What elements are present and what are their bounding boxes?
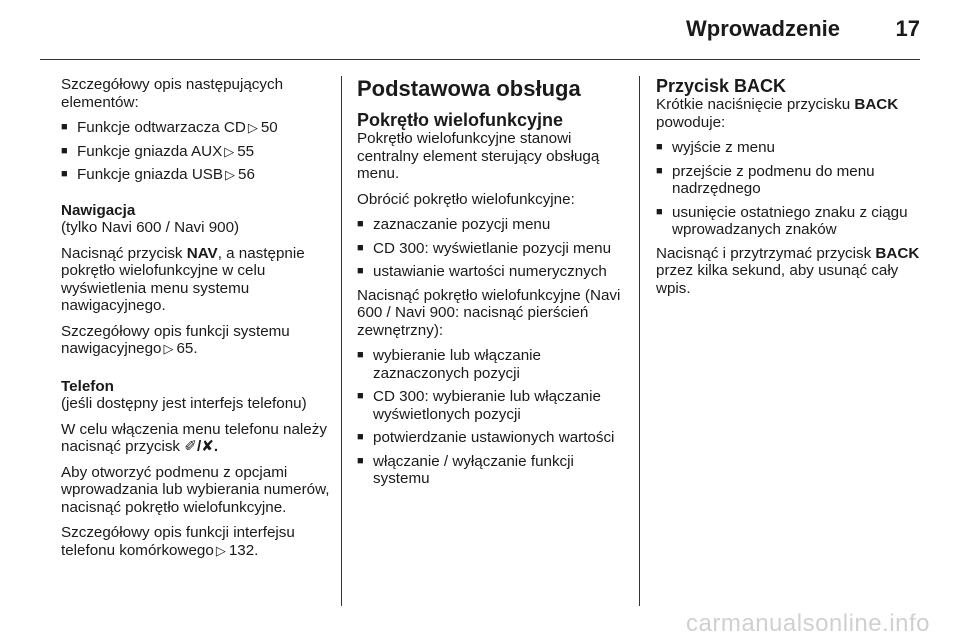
back-key: BACK [875, 244, 920, 262]
navigation-heading: Nawigacja [61, 201, 136, 219]
navigation-paragraph: Nacisnąć przycisk NAV, a następnie pokrętło wielofunkcyjne w celu wyświetlenia menu systemu nawigacyjnego. [61, 244, 305, 314]
list-item: ■ wybieranie lub włączanie zaznaczonych pozycji [357, 347, 627, 382]
page-ref: 65. [176, 340, 198, 357]
column-3 [656, 76, 926, 305]
knob-description: Pokrętło wielofunkcyjne stanowi centralny element sterujący obsługą menu. [357, 130, 600, 182]
column-1 [61, 76, 331, 567]
page-number: 17 [895, 16, 920, 41]
back-short-press: Krótkie naciśnięcie przycisku BACK powoduje: [656, 96, 899, 131]
press-knob-intro: Nacisnąć pokrętło wielofunkcyjne (Navi 600 / Navi 900: nacisnąć pierścień zewnętrzny): [357, 286, 621, 339]
back-key: BACK [854, 96, 899, 113]
phone-key-icon: ✐/✘. [184, 438, 219, 455]
page-ref: 55 [237, 142, 255, 160]
phone-heading: Telefon [61, 377, 114, 395]
multifunction-knob-heading: Pokrętło wielofunkcyjne [357, 110, 564, 130]
turn-knob-list [357, 216, 627, 281]
page-ref-icon: ▷ [225, 167, 236, 182]
column-divider-2 [639, 76, 640, 606]
column-divider-1 [341, 76, 342, 606]
section-title: Wprowadzenie [685, 16, 840, 41]
list-item: ■ włączanie / wyłączanie funkcji systemu [357, 453, 627, 488]
page-ref: 132. [228, 541, 259, 559]
nav-key: NAV [186, 244, 218, 262]
phone-reference: Szczegółowy opis funkcji interfejsu telefonu komórkowego ▷ 132. [61, 524, 295, 559]
watermark: carmanualsonline.info [686, 610, 930, 637]
list-item: ■ CD 300: wybieranie lub włączanie wyświetlonych pozycji [357, 388, 627, 423]
column-2 [357, 76, 627, 494]
list-item: ■ Funkcje gniazda USB ▷ 56 [61, 166, 331, 184]
main-heading: Podstawowa obsługa [357, 76, 581, 101]
list-item: ■ wyjście z menu [656, 139, 926, 157]
list-item: ■ usunięcie ostatniego znaku z ciągu wprowadzanych znaków [656, 204, 926, 239]
phone-subtitle: (jeśli dostępny jest interfejs telefonu) [61, 395, 307, 412]
list-item: ■ przejście z podmenu do menu nadrzędnego [656, 163, 926, 198]
page-header [0, 0, 960, 62]
list-item: ■ CD 300: wyświetlanie pozycji menu [357, 240, 627, 258]
list-item: ■ ustawianie wartości numerycznych [357, 263, 627, 281]
header-divider [40, 59, 920, 60]
feature-list [61, 119, 331, 184]
page-ref-icon: ▷ [247, 120, 258, 135]
list-item: ■ Funkcje gniazda AUX ▷ 55 [61, 143, 331, 161]
page-ref-icon: ▷ [215, 542, 226, 558]
navigation-reference: Szczegółowy opis funkcji systemu nawigacyjnego ▷ 65. [61, 322, 290, 357]
phone-paragraph-2: Aby otworzyć podmenu z opcjami wprowadzania lub wybierania numerów, nacisnąć pokrętło wielofunkcyjne. [61, 463, 330, 516]
page-ref-icon: ▷ [163, 341, 174, 356]
list-item: ■ zaznaczanie pozycji menu [357, 216, 627, 234]
list-item: ■ potwierdzanie ustawionych wartości [357, 429, 627, 447]
navigation-subtitle: (tylko Navi 600 / Navi 900) [61, 219, 240, 236]
phone-paragraph-1: W celu włączenia menu telefonu należy nacisnąć przycisk ✐/✘. [61, 420, 327, 455]
back-button-heading: Przycisk BACK [656, 76, 787, 96]
list-item: ■ Funkcje odtwarzacza CD ▷ 50 [61, 119, 331, 137]
intro-text: Szczegółowy opis następujących elementów: [61, 76, 284, 111]
press-knob-list [357, 347, 627, 488]
page-ref-icon: ▷ [224, 143, 235, 159]
back-long-press: Nacisnąć i przytrzymać przycisk BACK przez kilka sekund, aby usunąć cały wpis. [656, 244, 920, 297]
page-ref: 56 [238, 166, 255, 183]
page-ref: 50 [260, 119, 278, 136]
turn-knob-intro: Obrócić pokrętło wielofunkcyjne: [357, 190, 575, 208]
back-actions-list [656, 139, 926, 239]
